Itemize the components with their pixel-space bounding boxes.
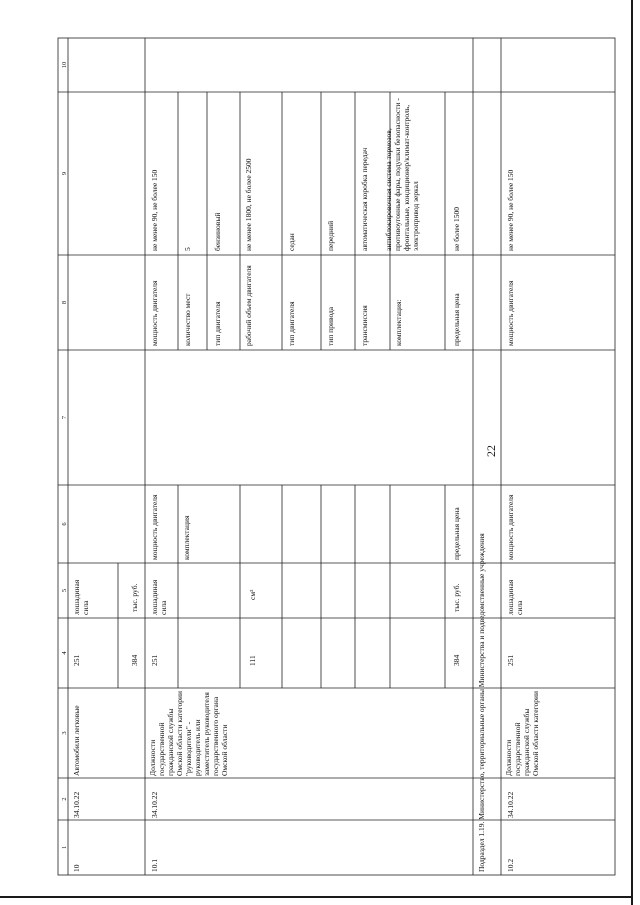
- row-10-number: 10: [72, 864, 81, 872]
- spec-name: количество мест: [183, 293, 192, 346]
- col-number-3: 3: [61, 731, 68, 735]
- row-10-2-unit-1: лошадиная сила: [506, 579, 524, 615]
- row-10-unit-2: тыс. руб.: [130, 583, 139, 612]
- row-10-1-char-1: мощность двигателя: [150, 494, 159, 560]
- row-10-2-number: 10.2: [506, 858, 515, 872]
- row-10-1-okei-price: 384: [452, 654, 461, 666]
- spec-name: комплектация:: [394, 299, 403, 346]
- spec-value: 5: [183, 247, 192, 251]
- row-10-1-unit-1: лошадиная сила: [150, 579, 168, 615]
- spec-value: не более 1500: [452, 207, 461, 251]
- col-number-2: 2: [61, 797, 68, 801]
- spec-name: рабочий объем двигателя: [244, 265, 253, 346]
- spec-value: передний: [326, 220, 335, 251]
- row-10-1-number: 10.1: [150, 858, 159, 872]
- spec-value: седан: [287, 233, 296, 251]
- spec-name: трансмиссия: [360, 305, 369, 346]
- col-number-8: 8: [61, 300, 68, 305]
- subsection-title: Подраздел 1.19. Министерство, территориальные органы Министерства и подведомственные учреждения: [477, 533, 486, 872]
- row-10-2-okei-1: 251: [506, 654, 515, 666]
- row-10-2-char-1: мощность двигателя: [506, 494, 515, 560]
- row-10-1-unit-price: тыс. руб.: [452, 583, 461, 612]
- spec-value: антиблокировочная система тормозов, противоугонные фары, подушки безопасности - фронтальные, кондиционер/климат-контроль, электропривод зеркал: [384, 98, 420, 251]
- row-10-2-spec-name: мощность двигателя: [506, 280, 515, 346]
- row-10-code: 34.10.22: [72, 791, 81, 818]
- spec-value: бензиновый: [213, 212, 222, 251]
- col-number-9: 9: [61, 171, 68, 176]
- spec-value: автоматическая коробка передач: [360, 147, 369, 251]
- spec-name: тип двигателя: [287, 301, 296, 346]
- row-10-unit-1: лошадиная сила: [72, 579, 90, 615]
- spec-value: не менее 1800, не более 2500: [244, 158, 253, 251]
- spec-name: мощность двигателя: [150, 280, 159, 346]
- col-number-10: 10: [61, 61, 68, 69]
- row-10-2-spec-value: не менее 90, не более 150: [506, 169, 515, 251]
- row-10-2-code: 34.10.22: [506, 791, 515, 818]
- col-number-1: 1: [61, 845, 68, 850]
- row-10-okei-2: 384: [130, 654, 139, 666]
- row-10-1-char-price: предельная цена: [452, 507, 461, 560]
- spec-value: не менее 90, не более 150: [150, 169, 159, 251]
- row-10-1-okei-cm3: 111: [248, 655, 257, 666]
- col-number-6: 6: [61, 522, 68, 526]
- row-10-1-okei-1: 251: [150, 654, 159, 666]
- col-number-5: 5: [61, 588, 68, 593]
- row-10-1-code: 34.10.22: [150, 791, 159, 818]
- spec-name: тип привода: [326, 306, 335, 346]
- row-10-2-position: Должности государственной гражданской службы Омской области категории: [504, 690, 540, 776]
- spec-name: тип двигателя: [213, 301, 222, 346]
- row-10-1-unit-cm3: см³: [248, 589, 257, 600]
- spec-name: предельная цена: [452, 293, 461, 346]
- row-10-1-char-2: комплектация: [182, 515, 191, 560]
- page-number: 22: [484, 445, 498, 457]
- row-10-name: Автомобили легковые: [72, 705, 81, 776]
- col-number-7: 7: [61, 415, 68, 420]
- row-10-1-position: Должности государственной гражданской службы Омской области категории "руководители" - руководитель или заместитель руководителя государственного органа Омской области: [148, 690, 229, 776]
- row-10-okei-1: 251: [72, 654, 81, 666]
- col-number-4: 4: [61, 651, 68, 655]
